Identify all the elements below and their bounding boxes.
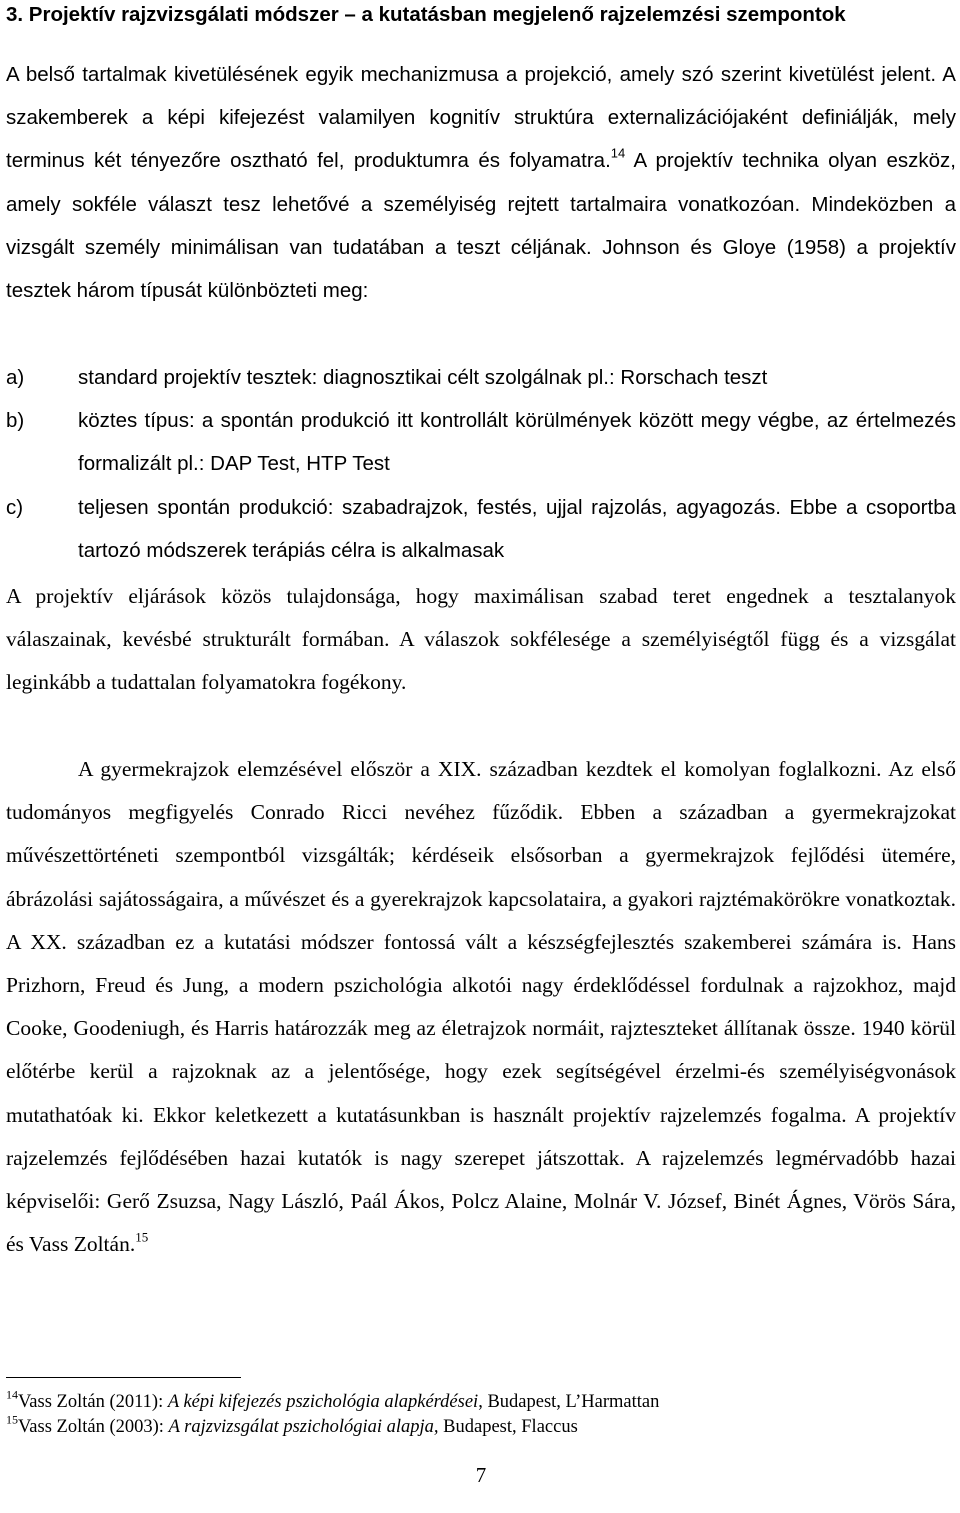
footnote-title: A képi kifejezés pszichológia alapkérdései: [167, 1392, 479, 1412]
footnote-15: [6, 1412, 578, 1438]
footnote-title: A rajzvizsgálat pszichológiai alapja,: [168, 1417, 439, 1437]
list-marker: c): [6, 495, 24, 519]
footnote-14: [6, 1387, 660, 1413]
footnote-publisher: , Budapest, L’Harmattan: [478, 1392, 660, 1412]
footnote-ref-15: 15: [135, 1229, 149, 1245]
list-item-text: köztes típus: a spontán produkció itt kontrollált körülmények között megy végbe, az értelmezés formalizált pl.: DAP Test, HTP Test: [78, 409, 956, 476]
history-text: A gyermekrajzok elemzésével először a XIX. században kezdtek el komolyan foglalkozni. Az első tudományos megfigyelés Conrado Ricci nevéhez fűződik. Ebben a században a gyermekrajzokat művészettörténeti szempontból vizsgálták; kérdéseik elsősorban a gyermekrajzok fejlődési ütemére, ábrázolási sajátosságaira, a művészet és a gyerekrajzok kapcsolataira, a gyakori rajztémakörökre vonatkoztak. A XX. században ez a kutatási módszer fontossá vált a készségfejlesztés szakemberei számára is. Hans Prizhorn, Freud és Jung, a modern pszichológia alkotói nagy érdeklődéssel fordulnak a rajzokhoz, majd Cooke, Goodeniugh, és Harris határozzák meg az életrajzok normáit, rajzteszteket állítanak össze. 1940 körül előtérbe kerül a rajzoknak az a jelentősége, hogy ezek segítségével érzelmi-és személyiségvonások mutathatóak ki. Ekkor keletkezett a kutatásunkban is használt projektív rajzelemzés fogalma. A projektív rajzelemzés fejlődésében hazai kutatók is nagy szerepet játszottak. A rajzelemzés legmérvadóbb hazai képviselői: Gerő Zsuzsa, Nagy László, Paál Ákos, Polcz Alaine, Molnár V. József, Binét Ágnes, Vörös Sára, és Vass Zoltán.: [6, 757, 956, 1257]
summary-paragraph: A projektív eljárások közös tulajdonsága, hogy maximálisan szabad teret engednek a tesztalanyok válaszainak, kevésbé strukturált formában. A válaszok sokfélesége a személyiségtől függ és a vizsgálat leginkább a tudattalan folyamatokra fogékony.: [6, 584, 956, 695]
footnote-number: 14: [6, 1387, 18, 1402]
page-number: 7: [475, 1463, 487, 1487]
intro-text-part1: A belső tartalmak kivetülésének egyik mechanizmusa a projekció, amely szó szerint kivetülést jelent. A szakemberek a képi kifejezést valamilyen kognitív struktúra externalizációjaként definiálják, mely terminus két tényezőre osztható fel, produktumra és folyamatra.: [6, 63, 956, 173]
history-paragraph: [6, 748, 956, 1266]
list-item-text: standard projektív tesztek: diagnosztikai célt szolgálnak pl.: Rorschach teszt: [78, 366, 768, 389]
footnote-author: Vass Zoltán (2011):: [18, 1392, 168, 1412]
projective-test-types-list: [6, 356, 956, 572]
section-heading: 3. Projektív rajzvizsgálati módszer – a kutatásban megjelenő rajzelemzési szempontok: [6, 3, 846, 26]
list-marker: b): [6, 409, 25, 433]
list-item: [6, 399, 956, 485]
intro-paragraph: [6, 53, 956, 312]
list-item: [6, 356, 956, 399]
list-item: [6, 486, 956, 572]
list-item-text: teljesen spontán produkció: szabadrajzok, festés, ujjal rajzolás, agyagozás. Ebbe a csoportba tartozó módszerek terápiás célra is alkalmasak: [78, 495, 956, 562]
document-page: [6, 0, 956, 1513]
list-marker: a): [6, 366, 25, 389]
footnote-number: 15: [6, 1412, 18, 1427]
footnote-ref-14: 14: [610, 145, 626, 161]
footnote-author: Vass Zoltán (2003):: [18, 1417, 169, 1437]
intro-text-part2: A projektív technika olyan eszköz, amely sokféle választ tesz lehetővé a személyiség rejtett tartalmaira vonatkozóan. Mindeközben a vizsgált személy minimálisan van tudatában a teszt céljának. Johnson és Gloye (1958) a projektív tesztek három típusát különbözteti meg:: [6, 149, 956, 303]
footnote-separator: [6, 1377, 241, 1378]
footnote-publisher: Budapest, Flaccus: [438, 1417, 578, 1437]
